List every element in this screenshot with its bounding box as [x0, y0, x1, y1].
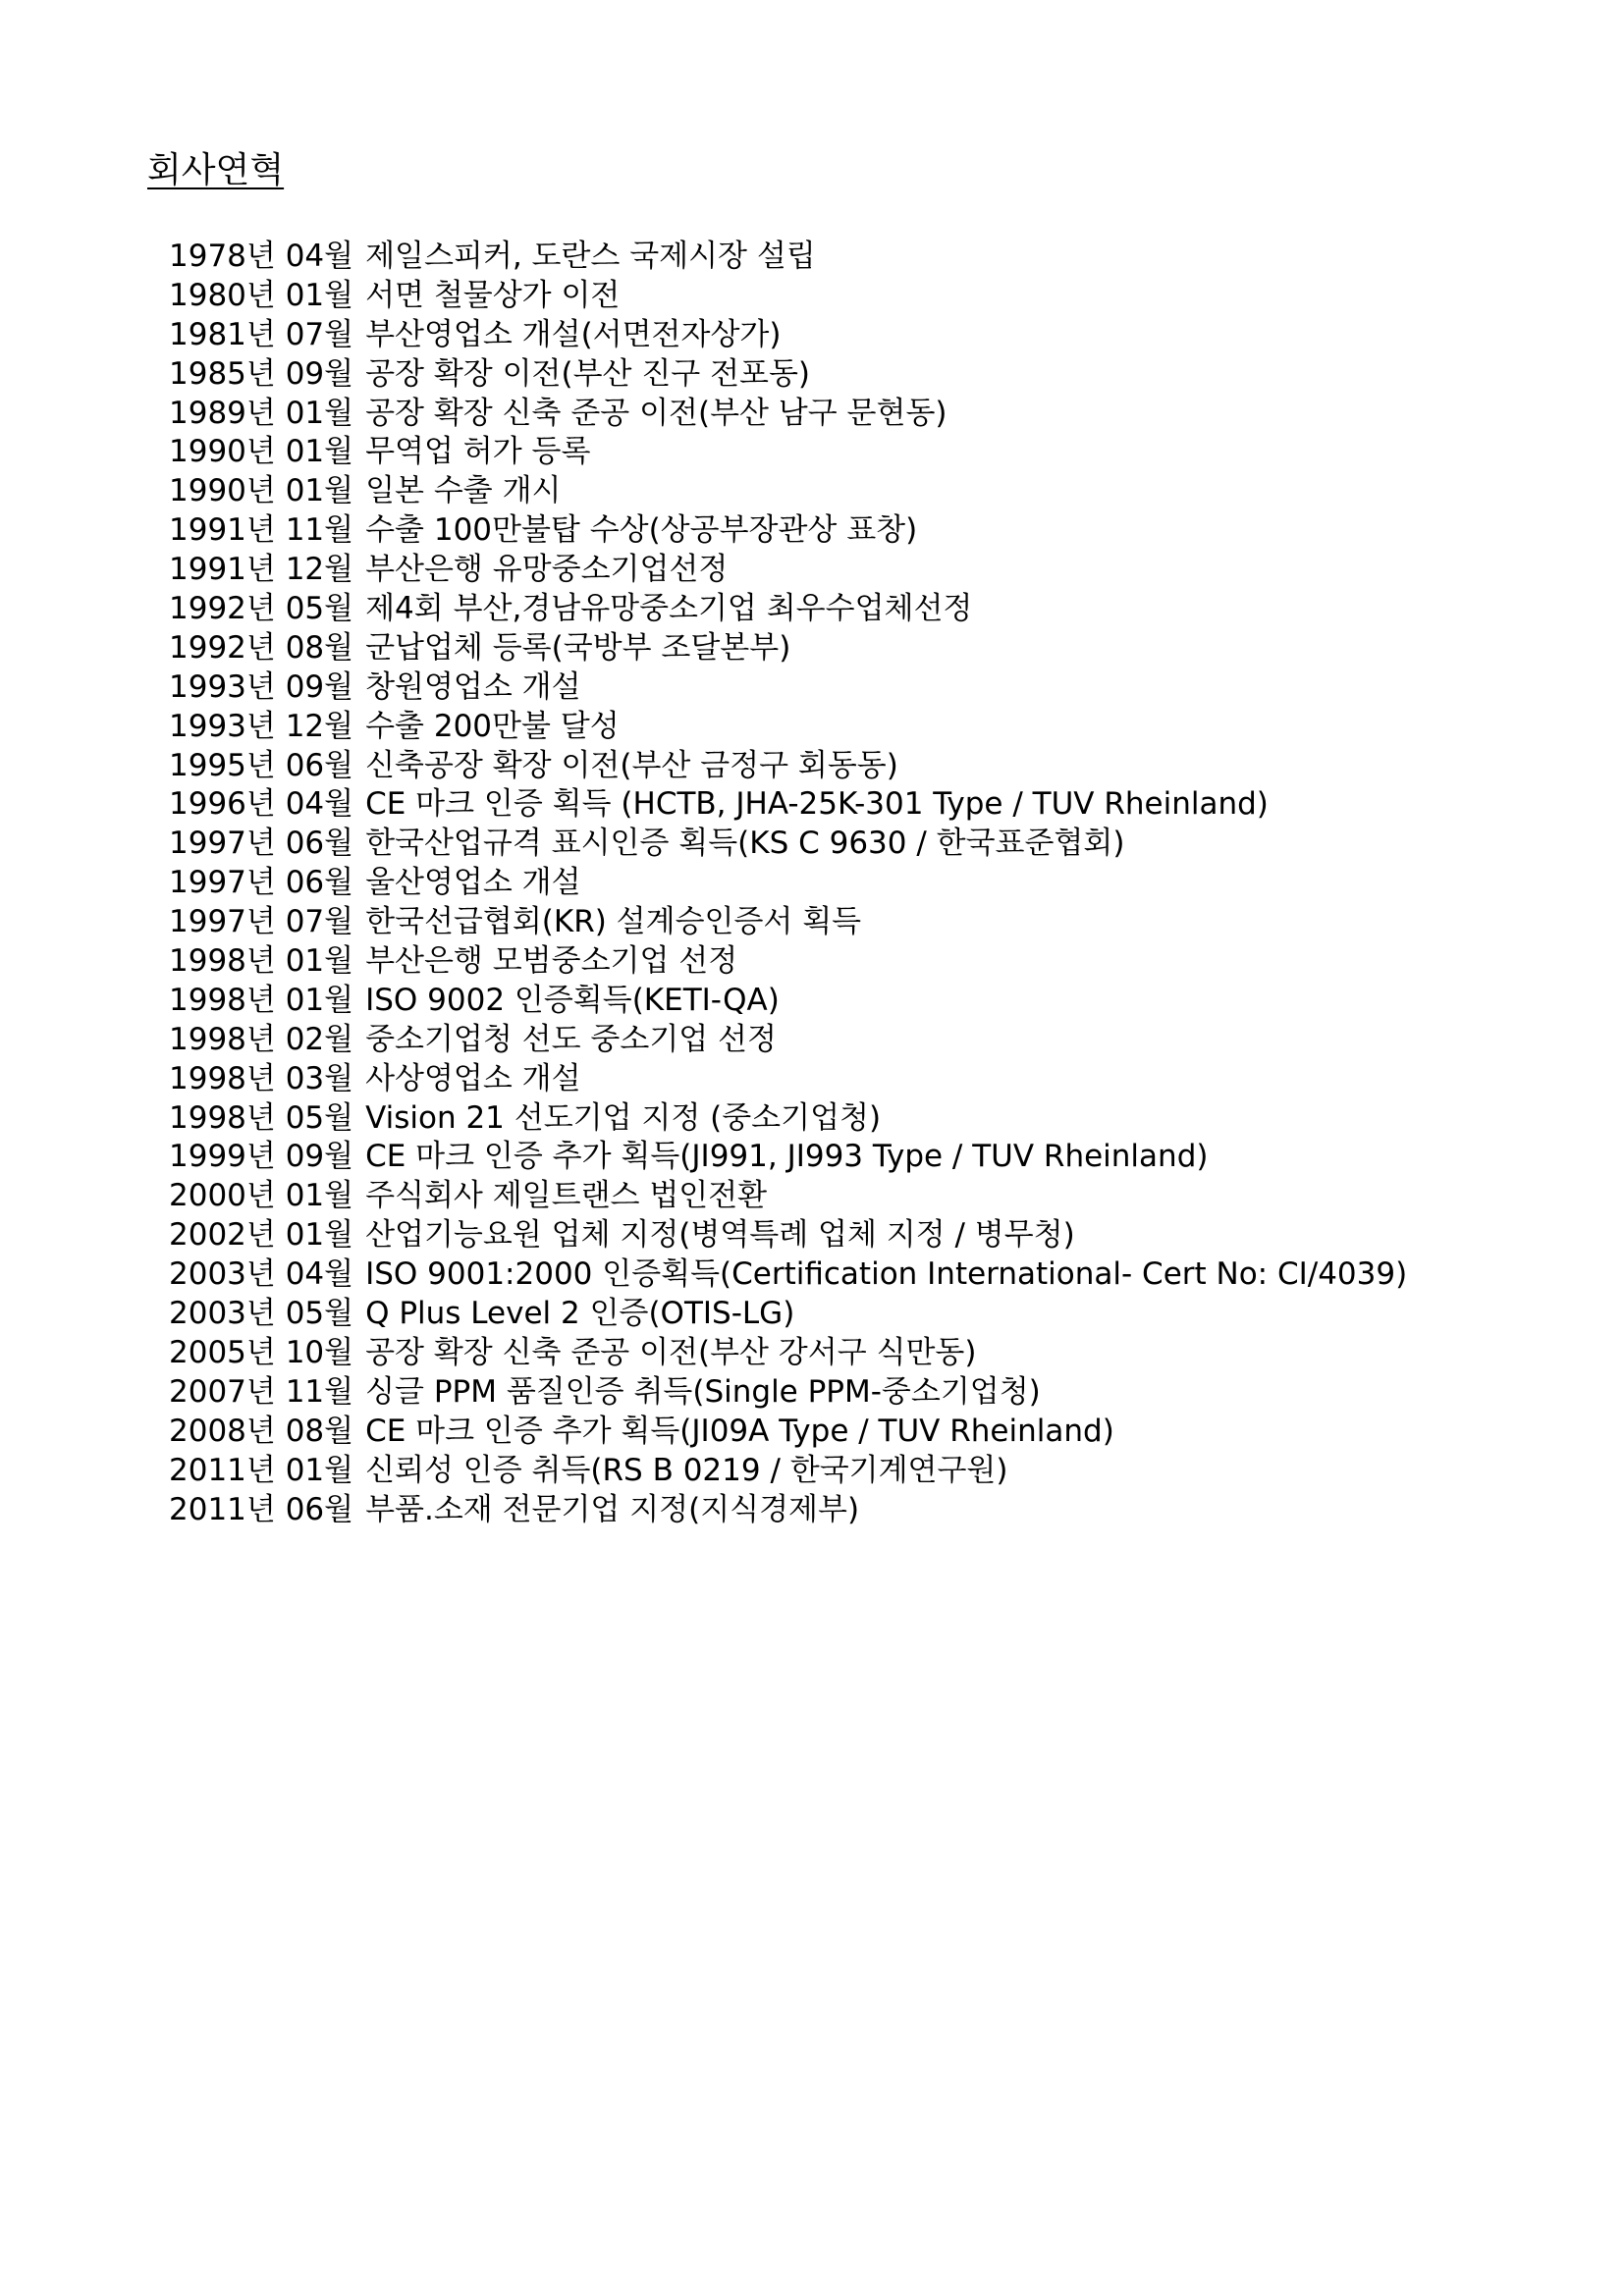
- history-event: 제4회 부산,경남유망중소기업 최우수업체선정: [365, 591, 973, 627]
- history-item: [169, 551, 1407, 590]
- history-event: 제일스피커, 도란스 국제시장 설립: [365, 239, 816, 274]
- history-event: 부산은행 모범중소기업 선정: [365, 943, 738, 980]
- history-item: [169, 1060, 1407, 1099]
- history-event: 부산영업소 개설(서면전자상가): [365, 316, 782, 352]
- history-item: [169, 1138, 1407, 1177]
- history-date: 1993년 12월: [169, 708, 354, 744]
- history-date: 1998년 05월: [169, 1099, 354, 1136]
- history-event: 부산은행 유망중소기업선정: [365, 552, 729, 588]
- history-item: [169, 903, 1407, 942]
- history-item: [169, 1295, 1407, 1334]
- history-event: 산업기능요원 업체 지정(병역특례 업체 지정 / 병무청): [365, 1217, 1075, 1254]
- history-date: 1998년 01월: [169, 982, 354, 1018]
- history-item: [169, 1334, 1407, 1373]
- history-item: [169, 355, 1407, 395]
- history-event: 한국산업규격 표시인증 획득(KS C 9630 / 한국표준협회): [365, 826, 1125, 862]
- history-item: [169, 942, 1407, 982]
- history-event: CE 마크 인증 획득 (HCTB, JHA-25K-301 Type / TUV Rheinland): [365, 786, 1269, 823]
- document-title: 회사연혁: [147, 150, 285, 190]
- history-date: 1998년 01월: [169, 943, 354, 980]
- history-date: 1993년 09월: [169, 668, 354, 705]
- history-event: 주식회사 제일트랜스 법인전환: [365, 1178, 768, 1214]
- history-date: 1990년 01월: [169, 473, 354, 509]
- history-item: [169, 785, 1407, 825]
- history-item: [169, 433, 1407, 472]
- history-item: [169, 238, 1407, 277]
- history-event: ISO 9001:2000 인증획득(Certification International- Cert No: CI/4039): [365, 1256, 1408, 1293]
- history-date: 2002년 01월: [169, 1217, 354, 1254]
- history-date: 1997년 07월: [169, 904, 354, 940]
- history-event: 사상영업소 개설: [365, 1060, 581, 1096]
- history-event: Q Plus Level 2 인증(OTIS-LG): [365, 1296, 795, 1332]
- history-date: 1995년 06월: [169, 747, 354, 783]
- history-date: 2011년 06월: [169, 1491, 354, 1527]
- history-date: 1991년 12월: [169, 552, 354, 588]
- history-event: 군납업체 등록(국방부 조달본부): [365, 629, 791, 666]
- history-date: 1998년 03월: [169, 1060, 354, 1096]
- history-event: 신뢰성 인증 취득(RS B 0219 / 한국기계연구원): [365, 1452, 1008, 1488]
- history-item: [169, 511, 1407, 551]
- history-item: [169, 864, 1407, 903]
- history-date: 1998년 02월: [169, 1021, 354, 1057]
- history-date: 2003년 05월: [169, 1296, 354, 1332]
- history-item: [169, 1099, 1407, 1139]
- history-date: 1997년 06월: [169, 865, 354, 901]
- history-event: CE 마크 인증 추가 획득(JI991, JI993 Type / TUV Rheinland): [365, 1139, 1209, 1175]
- history-item: [169, 472, 1407, 511]
- history-date: 1978년 04월: [169, 239, 354, 274]
- history-item: [169, 982, 1407, 1021]
- history-item: [169, 277, 1407, 316]
- history-item: [169, 1177, 1407, 1216]
- history-item: [169, 590, 1407, 629]
- history-item: [169, 1452, 1407, 1491]
- history-event: 중소기업청 선도 중소기업 선정: [365, 1021, 777, 1057]
- history-event: Vision 21 선도기업 지정 (중소기업청): [365, 1099, 882, 1136]
- history-event: 수출 200만불 달성: [365, 708, 620, 744]
- history-date: 1985년 09월: [169, 355, 354, 392]
- history-date: 2008년 08월: [169, 1413, 354, 1449]
- history-event: CE 마크 인증 추가 획득(JI09A Type / TUV Rheinland): [365, 1413, 1114, 1449]
- history-event: 한국선급협회(KR) 설계승인증서 획득: [365, 904, 862, 940]
- history-date: 2003년 04월: [169, 1256, 354, 1293]
- history-event: 신축공장 확장 이전(부산 금정구 회동동): [365, 747, 898, 783]
- history-date: 1996년 04월: [169, 786, 354, 823]
- history-item: [169, 1373, 1407, 1413]
- history-date: 1990년 01월: [169, 434, 354, 470]
- history-event: 공장 확장 이전(부산 진구 전포동): [365, 355, 810, 392]
- history-event: 싱글 PPM 품질인증 취득(Single PPM-중소기업청): [365, 1373, 1041, 1410]
- history-date: 2011년 01월: [169, 1452, 354, 1488]
- history-date: 1992년 08월: [169, 629, 354, 666]
- history-date: 1989년 01월: [169, 395, 354, 431]
- history-event: 공장 확장 신축 준공 이전(부산 강서구 식만동): [365, 1334, 977, 1370]
- history-date: 1991년 11월: [169, 512, 354, 549]
- history-item: [169, 1216, 1407, 1255]
- history-date: 2000년 01월: [169, 1178, 354, 1214]
- history-event: 울산영업소 개설: [365, 865, 581, 901]
- history-date: 1997년 06월: [169, 826, 354, 862]
- history-item: [169, 395, 1407, 434]
- history-date: 2005년 10월: [169, 1334, 354, 1370]
- history-event: 공장 확장 신축 준공 이전(부산 남구 문현동): [365, 395, 947, 431]
- history-item: [169, 316, 1407, 355]
- history-event: 무역업 허가 등록: [365, 434, 591, 470]
- history-date: 1992년 05월: [169, 591, 354, 627]
- history-event: ISO 9002 인증획득(KETI-QA): [365, 982, 780, 1018]
- history-item: [169, 1413, 1407, 1452]
- history-event: 창원영업소 개설: [365, 668, 581, 705]
- history-item: [169, 747, 1407, 786]
- history-event: 부품.소재 전문기업 지정(지식경제부): [365, 1491, 860, 1527]
- history-item: [169, 1491, 1407, 1530]
- history-date: 1981년 07월: [169, 316, 354, 352]
- history-date: 1980년 01월: [169, 277, 354, 313]
- history-list: [169, 238, 1407, 1529]
- history-event: 일본 수출 개시: [365, 473, 562, 509]
- history-event: 수출 100만불탑 수상(상공부장관상 표창): [365, 512, 918, 549]
- history-item: [169, 825, 1407, 864]
- history-event: 서면 철물상가 이전: [365, 277, 621, 313]
- history-item: [169, 1021, 1407, 1060]
- history-item: [169, 1255, 1407, 1295]
- history-date: 2007년 11월: [169, 1373, 354, 1410]
- history-item: [169, 668, 1407, 708]
- history-date: 1999년 09월: [169, 1139, 354, 1175]
- history-item: [169, 629, 1407, 668]
- history-item: [169, 708, 1407, 747]
